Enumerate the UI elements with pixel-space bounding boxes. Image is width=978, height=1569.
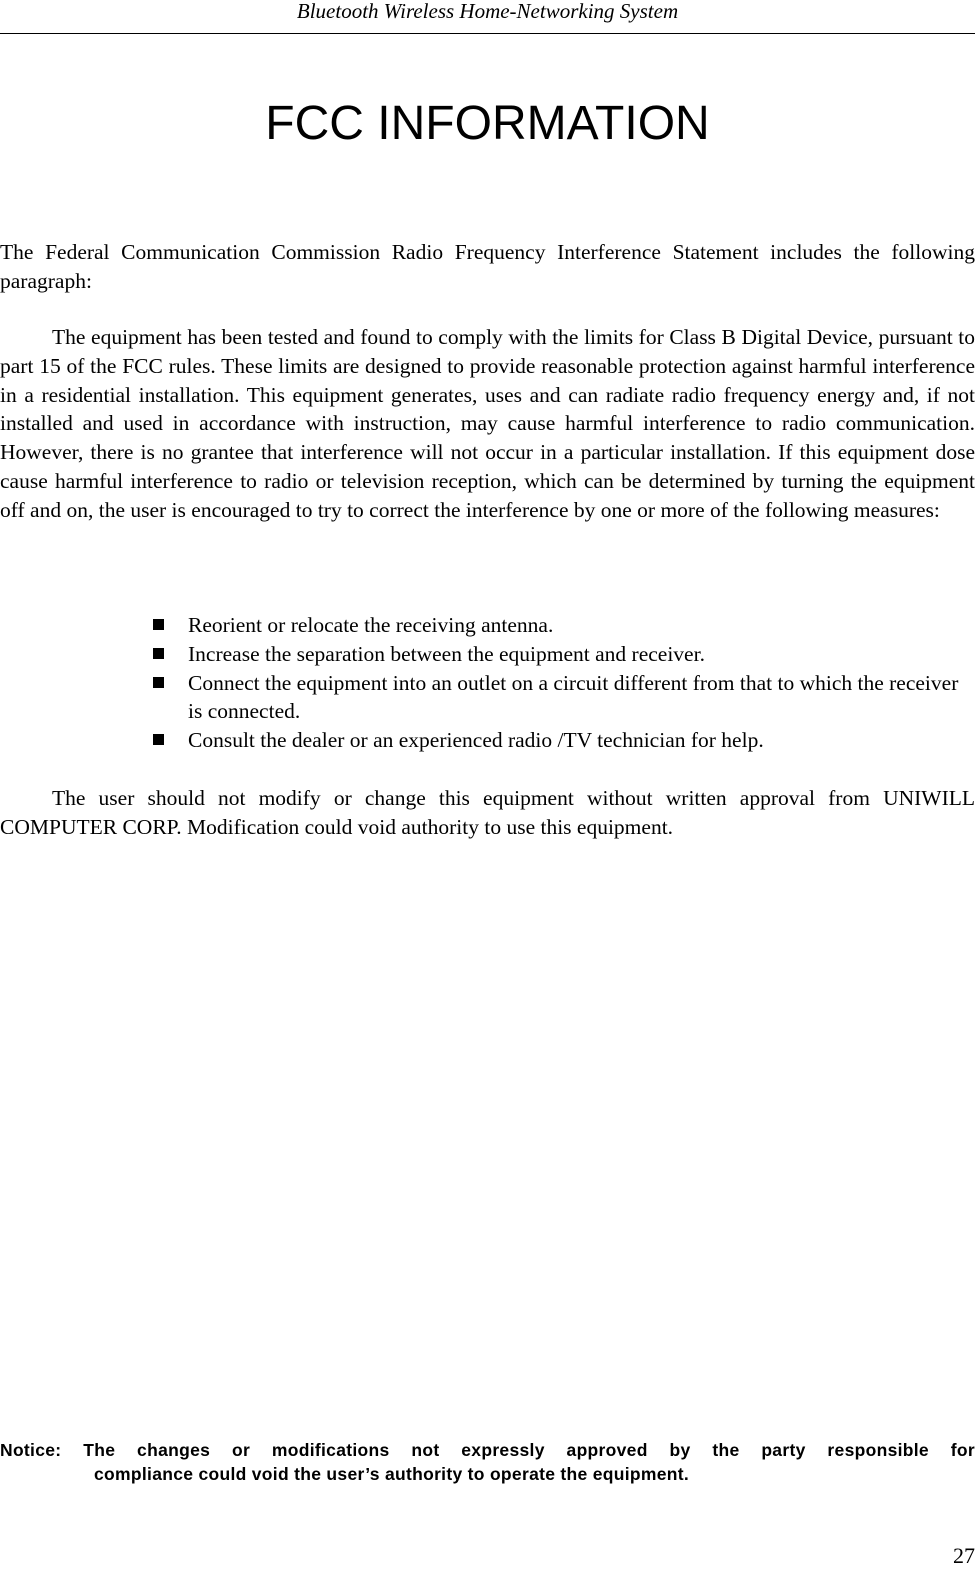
square-bullet-icon — [153, 619, 164, 630]
notice-line-2: compliance could void the user’s authority to operate the equipment. — [94, 1464, 690, 1484]
square-bullet-icon — [153, 734, 164, 745]
list-item-text: Reorient or relocate the receiving antenna. — [188, 613, 554, 637]
square-bullet-icon — [153, 648, 164, 659]
notice — [0, 1438, 975, 1486]
running-header: Bluetooth Wireless Home-Networking System — [296, 0, 679, 23]
intro-paragraph: The Federal Communication Commission Radio Frequency Interference Statement includes the following paragraph: — [0, 240, 975, 293]
header-rule — [0, 33, 975, 34]
approval-paragraph: The user should not modify or change this equipment without written approval from UNIWILL COMPUTER CORP. Modification could void authority to use this equipment. — [0, 786, 975, 839]
notice-line-1: Notice: The changes or modifications not expressly approved by the party responsible for — [0, 1440, 975, 1460]
list-item-text: Increase the separation between the equipment and receiver. — [188, 641, 705, 666]
square-bullet-icon — [153, 677, 164, 688]
list-item — [150, 640, 975, 669]
page-title: FCC INFORMATION — [265, 97, 710, 150]
measures-list — [150, 611, 975, 755]
list-item — [150, 726, 975, 755]
list-item-text: Connect the equipment into an outlet on a circuit different from that to which the receiver is connected. — [188, 670, 959, 724]
list-item — [150, 611, 975, 640]
compliance-paragraph: The equipment has been tested and found to comply with the limits for Class B Digital Device, pursuant to part 15 of the FCC rules. These limits are designed to provide reasonable protection against harmful interference in a residential installation. This equipment generates, uses and can radiate radio frequency energy and, if not installed and used in accordance with instruction, may cause harmful interference to radio communication. However, there is no grantee that interference will not occur in a particular installation. If this equipment dose cause harmful interference to radio or television reception, which can be determined by turning the equipment off and on, the user is encouraged to try to correct the interference by one or more of the following measures: — [0, 325, 975, 522]
list-item — [150, 669, 975, 727]
list-item-text: Consult the dealer or an experienced radio /TV technician for help. — [188, 728, 764, 753]
page-number: 27 — [953, 1543, 975, 1568]
